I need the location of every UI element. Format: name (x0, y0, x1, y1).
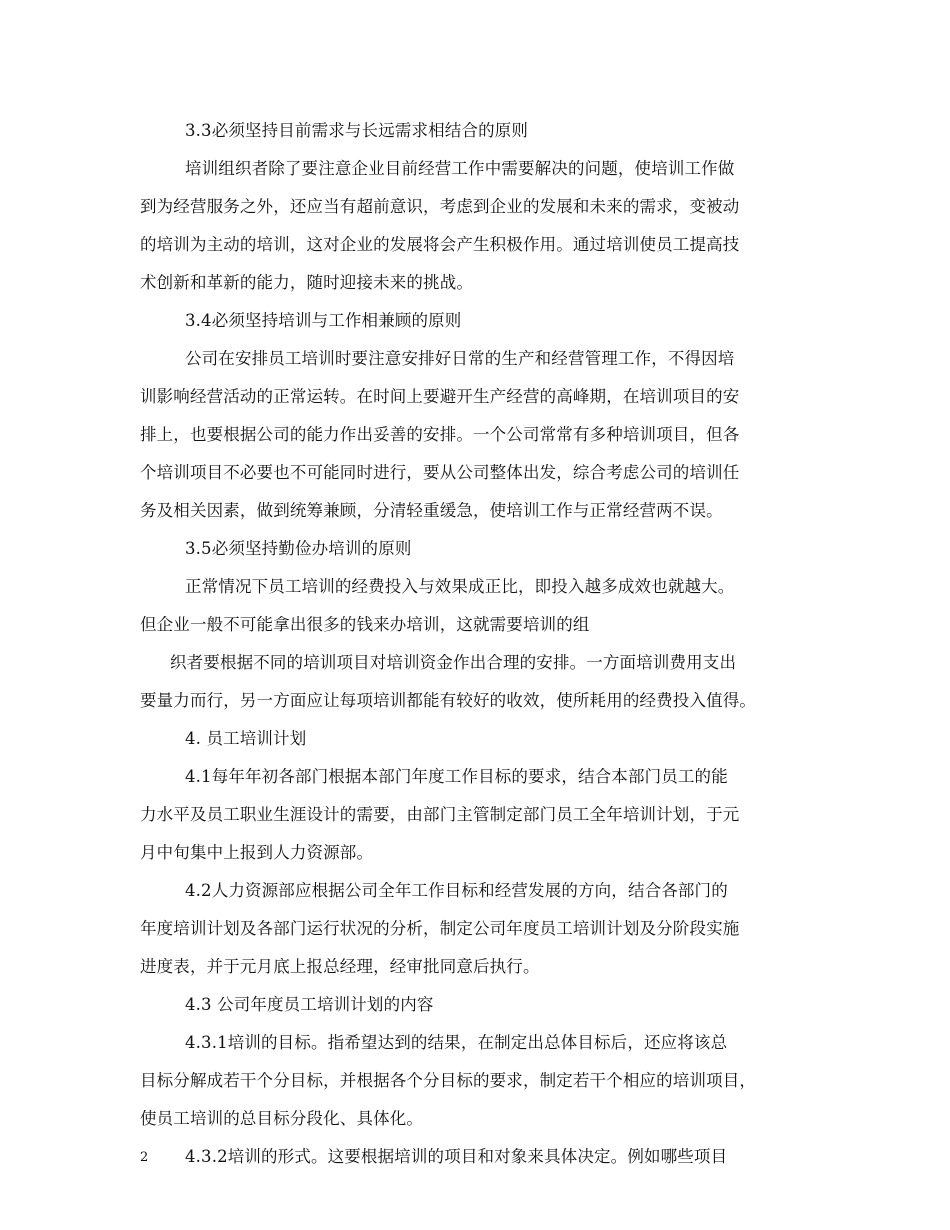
text-line: 公司在安排员工培训时要注意安排好日常的生产和经营管理工作，不得因培 (185, 349, 735, 368)
text-line: 年度培训计划及各部门运行状况的分析，制定公司年度员工培训计划及分阶段实施 (140, 919, 740, 938)
text-line: 要量力而行，另一方面应让每项培训都能有较好的收效，使所耗用的经费投入值得。 (140, 691, 757, 710)
text-line: 4. 员工培训计划 (185, 729, 307, 748)
text-line: 的培训为主动的培训，这对企业的发展将会产生积极作用。通过培训使员工提高技 (140, 235, 740, 254)
text-line: 3.5必须坚持勤俭办培训的原则 (185, 539, 412, 558)
page-number: 2 (140, 1150, 149, 1165)
text-line: 个培训项目不必要也不可能同时进行，要从公司整体出发，综合考虑公司的培训任 (140, 463, 740, 482)
text-line: 训影响经营活动的正常运转。在时间上要避开生产经营的高峰期，在培训项目的安 (140, 387, 740, 406)
text-line: 力水平及员工职业生涯设计的需要，由部门主管制定部门员工全年培训计划，于元 (140, 805, 740, 824)
text-line: 4.3 公司年度员工培训计划的内容 (185, 995, 434, 1014)
text-line: 使员工培训的总目标分段化、具体化。 (140, 1109, 424, 1128)
text-line: 3.4必须坚持培训与工作相兼顾的原则 (185, 311, 462, 330)
text-line: 务及相关因素，做到统筹兼顾，分清轻重缓急，使培训工作与正常经营两不误。 (140, 501, 723, 520)
text-line: 到为经营服务之外，还应当有超前意识，考虑到企业的发展和未来的需求，变被动 (140, 197, 740, 216)
document-body (140, 117, 820, 1181)
text-line: 4.2人力资源部应根据公司全年工作目标和经营发展的方向，结合各部门的 (185, 881, 728, 900)
text-line: 3.3必须坚持目前需求与长远需求相结合的原则 (185, 121, 529, 140)
text-line: 月中旬集中上报到人力资源部。 (140, 843, 374, 862)
text-line: 但企业一般不可能拿出很多的钱来办培训，这就需要培训的组 (140, 615, 590, 634)
text-line: 培训组织者除了要注意企业目前经营工作中需要解决的问题，使培训工作做 (185, 159, 735, 178)
text-line: 目标分解成若干个分目标，并根据各个分目标的要求，制定若干个相应的培训项目， (140, 1071, 757, 1090)
text-line: 4.3.2培训的形式。这要根据培训的项目和对象来具体决定。例如哪些项目 (185, 1147, 728, 1166)
text-line: 4.3.1培训的目标。指希望达到的结果，在制定出总体目标后，还应将该总 (185, 1033, 728, 1052)
text-line: 4.1每年年初各部门根据本部门年度工作目标的要求，结合本部门员工的能 (185, 767, 728, 786)
text-line: 排上，也要根据公司的能力作出妥善的安排。一个公司常常有多种培训项目，但各 (140, 425, 740, 444)
text-line: 进度表，并于元月底上报总经理，经审批同意后执行。 (140, 957, 540, 976)
text-line: 正常情况下员工培训的经费投入与效果成正比，即投入越多成效也就越大。 (185, 577, 735, 596)
text-line: 织者要根据不同的培训项目对培训资金作出合理的安排。一方面培训费用支出 (170, 653, 737, 672)
text-line: 术创新和革新的能力，随时迎接未来的挑战。 (140, 273, 473, 292)
